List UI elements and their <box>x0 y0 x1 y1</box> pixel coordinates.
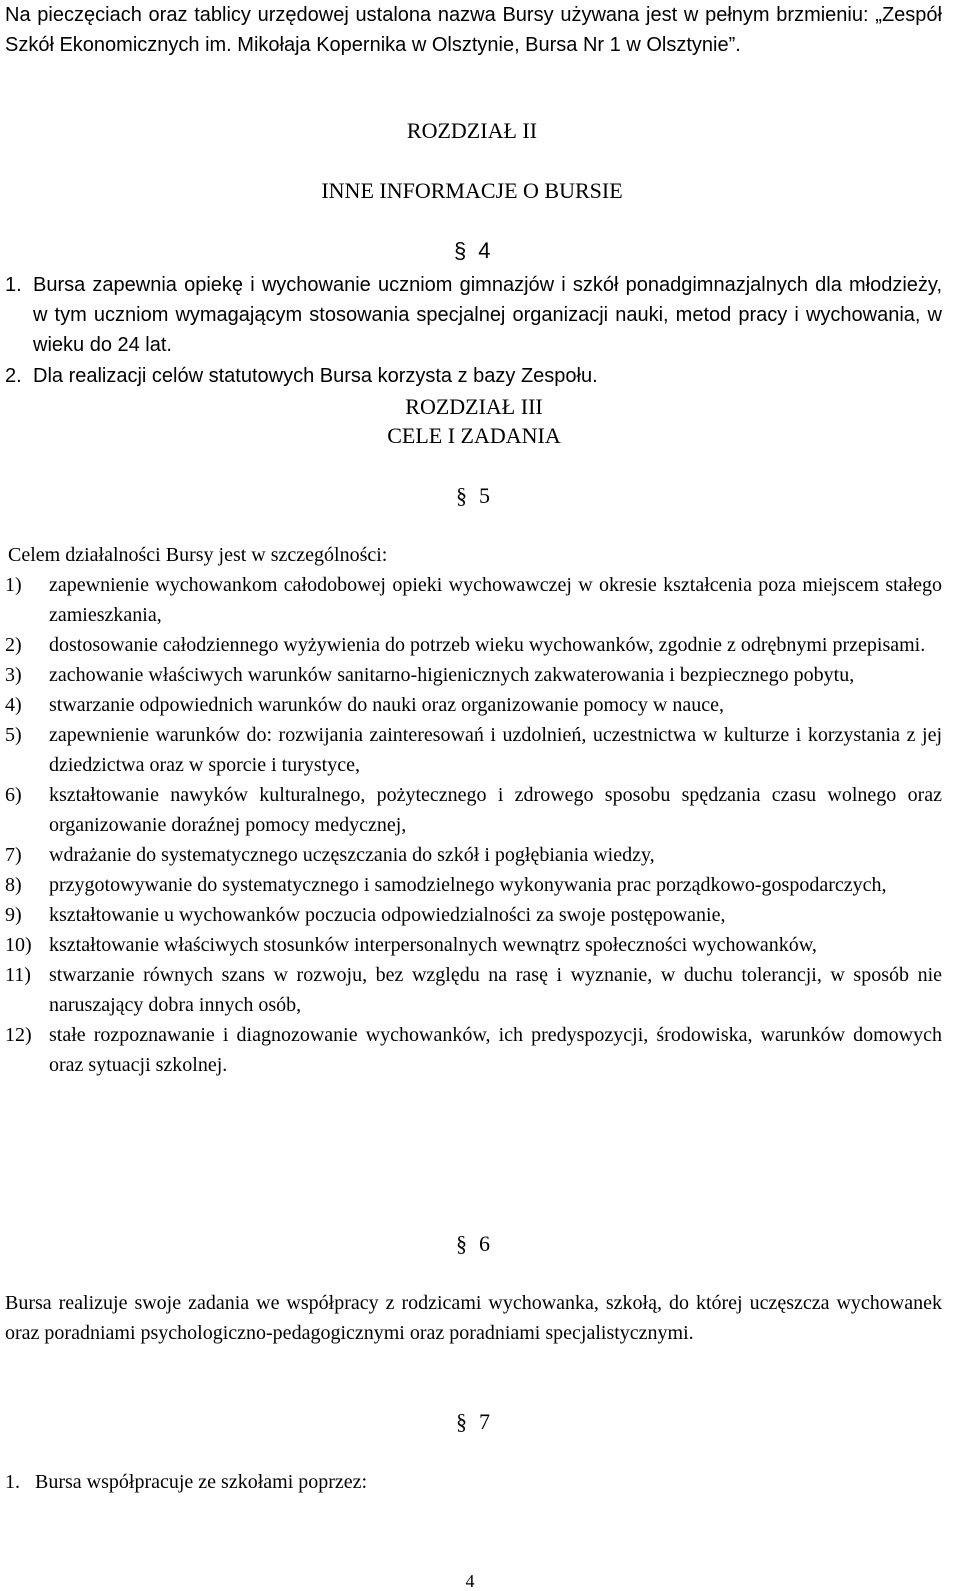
point-text: Bursa współpracuje ze szkołami poprzez: <box>35 1471 368 1493</box>
item-text: stwarzanie równych szans w rozwoju, bez względu na rasę i wyznanie, w duchu tolerancji, w sposób nie naruszający dobra innych osób, <box>49 964 942 1016</box>
section-4-mark <box>454 236 491 266</box>
item-text: stwarzanie odpowiednich warunków do nauki oraz organizowanie pomocy w nauce, <box>49 694 724 716</box>
point-number: 1. <box>5 1471 20 1493</box>
item-number: 2) <box>5 634 22 656</box>
list-item <box>5 840 942 870</box>
item-number: 10) <box>5 934 32 956</box>
section-7-mark <box>456 1407 490 1437</box>
section-6-paragraph <box>5 1288 942 1348</box>
intro-paragraph <box>5 0 942 60</box>
point-text: Bursa zapewnia opiekę i wychowanie uczniom gimnazjów i szkół ponadgimnazjalnych dla młodzieży, w tym uczniom wymagającym stosowania specjalnej organizacji nauki, metod pracy i wychowania, w wieku do 24 lat. <box>33 274 942 356</box>
item-number: 5) <box>5 724 22 746</box>
section-number: 6 <box>479 1231 490 1256</box>
item-number: 11) <box>5 964 31 986</box>
chapter-2-subtitle: INNE INFORMACJE O BURSIE <box>321 178 623 203</box>
item-text: zapewnienie wychowankom całodobowej opieki wychowawczej w okresie kształcenia poza miejscem stałego zamieszkania, <box>49 574 942 626</box>
point-number: 1. <box>5 274 22 296</box>
section-5-mark <box>456 481 490 511</box>
section-6-text: Bursa realizuje swoje zadania we współpracy z rodzicami wychowanka, szkołą, do której uczęszcza wychowanek oraz poradniami psychologiczno-pedagogicznymi oraz poradniami specjalistycznymi. <box>5 1292 942 1344</box>
list-item <box>5 570 942 630</box>
list-item <box>5 1020 942 1080</box>
section-symbol: § <box>456 1409 467 1434</box>
item-number: 4) <box>5 694 22 716</box>
item-number: 6) <box>5 784 22 806</box>
list-item <box>5 900 942 930</box>
list-item <box>5 960 942 1020</box>
item-number: 3) <box>5 664 22 686</box>
list-item <box>5 930 942 960</box>
section-number: 4 <box>478 238 491 263</box>
point-text: Dla realizacji celów statutowych Bursa korzysta z bazy Zespołu. <box>33 365 598 387</box>
list-item <box>5 660 942 690</box>
list-item <box>5 870 942 900</box>
goals-lead: Celem działalności Bursy jest w szczególności: <box>8 544 388 566</box>
chapter-3-title: ROZDZIAŁ III <box>405 394 543 419</box>
chapter-2-title: ROZDZIAŁ II <box>406 118 538 143</box>
item-number: 8) <box>5 874 22 896</box>
section-4-point-1 <box>5 270 942 360</box>
goals-list <box>5 570 942 1080</box>
item-number: 9) <box>5 904 22 926</box>
list-item <box>5 690 942 720</box>
item-text: zachowanie właściwych warunków sanitarno-higienicznych zakwaterowania i bezpiecznego pobytu, <box>49 664 855 686</box>
chapter-3-subtitle: CELE I ZADANIA <box>387 423 561 448</box>
list-item <box>5 780 942 840</box>
item-text: stałe rozpoznawanie i diagnozowanie wychowanków, ich predyspozycji, środowiska, warunków domowych oraz sytuacji szkolnej. <box>49 1024 942 1076</box>
page-number: 4 <box>465 1571 475 1591</box>
point-number: 2. <box>5 365 22 387</box>
item-number: 1) <box>5 574 22 596</box>
section-4-point-2 <box>5 361 942 391</box>
section-symbol: § <box>456 483 467 508</box>
section-symbol: § <box>456 1231 467 1256</box>
intro-text: Na pieczęciach oraz tablicy urzędowej ustalona nazwa Bursy używana jest w pełnym brzmieniu: „Zespół Szkół Ekonomicznych im. Mikołaja Kopernika w Olsztynie, Bursa Nr 1 w Olsztynie”. <box>5 4 942 56</box>
section-number: 5 <box>479 483 490 508</box>
item-text: dostosowanie całodziennego wyżywienia do potrzeb wieku wychowanków, zgodnie z odrębnymi przepisami. <box>49 634 926 656</box>
item-text: przygotowywanie do systematycznego i samodzielnego wykonywania prac porządkowo-gospodarczych, <box>49 874 887 896</box>
item-text: zapewnienie warunków do: rozwijania zainteresowań i uzdolnień, uczestnictwa w kulturze i korzystania z jej dziedzictwa oraz w sporcie i turystyce, <box>49 724 942 776</box>
item-text: kształtowanie u wychowanków poczucia odpowiedzialności za swoje postępowanie, <box>49 904 726 926</box>
item-text: kształtowanie nawyków kulturalnego, pożytecznego i zdrowego sposobu spędzania czasu wolnego oraz organizowanie doraźnej pomocy medycznej, <box>49 784 942 836</box>
item-text: wdrażanie do systematycznego uczęszczania do szkół i pogłębiania wiedzy, <box>49 844 655 866</box>
section-6-mark <box>456 1229 490 1259</box>
section-symbol: § <box>454 238 467 263</box>
section-7-point-1 <box>5 1467 942 1497</box>
section-number: 7 <box>479 1409 490 1434</box>
item-number: 12) <box>5 1024 32 1046</box>
list-item <box>5 720 942 780</box>
item-text: kształtowanie właściwych stosunków interpersonalnych wewnątrz społeczności wychowanków, <box>49 934 817 956</box>
list-item <box>5 630 942 660</box>
item-number: 7) <box>5 844 22 866</box>
